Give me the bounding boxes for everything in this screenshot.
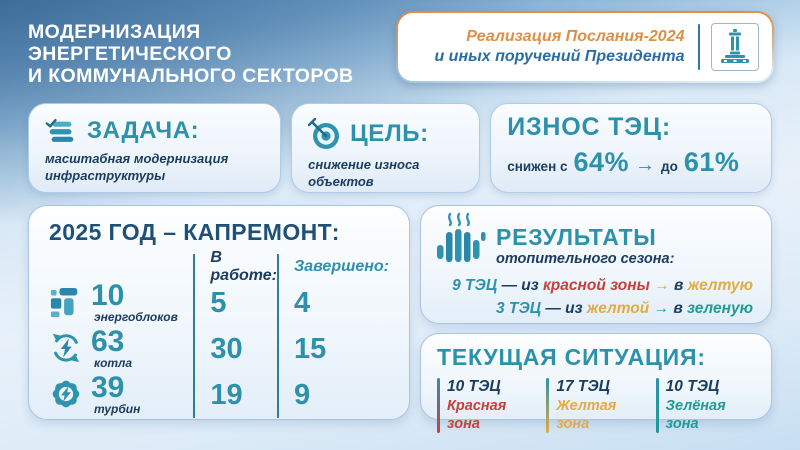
zone-to: желтую <box>687 277 753 294</box>
heating-results-card <box>420 205 772 324</box>
zone-transition-line <box>435 297 753 320</box>
done-header: Завершено: <box>293 258 389 275</box>
arrow-right-icon: → <box>654 277 670 294</box>
wear-prefix: снижен с <box>507 159 568 174</box>
line-mid: в <box>674 277 684 294</box>
repair-stats-column <box>49 254 193 418</box>
zone-from: желтой <box>586 300 650 318</box>
summary-row <box>28 103 772 193</box>
turbines-label: турбин <box>94 401 141 416</box>
task-subtitle: масштабная модернизация инфраструктуры <box>45 151 229 183</box>
wear-title: ИЗНОС ТЭЦ: <box>507 113 671 141</box>
zone-label: Желтая зона <box>556 397 617 432</box>
in-progress-value: 5 <box>210 286 227 319</box>
line-count: 3 ТЭЦ <box>495 300 542 318</box>
boilers-label: котла <box>94 355 133 370</box>
wear-from-value: 64% <box>573 147 630 177</box>
table-row <box>49 326 193 372</box>
president-program-badge <box>396 11 774 83</box>
energy-blocks-label: энергоблоков <box>94 309 178 324</box>
results-header <box>435 212 755 269</box>
goal-card <box>291 103 480 193</box>
results-lines <box>435 274 755 321</box>
wear-mid: до <box>661 159 678 174</box>
current-situation-title: ТЕКУЩАЯ СИТУАЦИЯ: <box>437 344 706 370</box>
zone-bar <box>546 378 549 433</box>
zone-label: Красная зона <box>447 397 507 432</box>
in-progress-value: 30 <box>210 332 243 365</box>
in-progress-value: 19 <box>210 378 243 411</box>
wear-stats <box>507 147 755 178</box>
boilers-count: 63 <box>91 325 125 358</box>
zone-count: 17 ТЭЦ <box>556 378 610 395</box>
repair-title: 2025 ГОД – КАПРЕМОНТ: <box>49 219 340 245</box>
in-progress-column <box>193 249 277 418</box>
government-building-icon <box>711 23 759 71</box>
page-title <box>28 21 354 88</box>
page-title-line: МОДЕРНИЗАЦИЯ <box>28 21 201 43</box>
badge-line-1: Реализация Послания-2024 <box>466 28 685 45</box>
in-progress-header: В работе: <box>210 249 277 284</box>
done-value: 15 <box>293 332 327 365</box>
badge-text <box>434 27 684 67</box>
zone-count: 10 ТЭЦ <box>447 378 501 395</box>
line-count: 9 ТЭЦ <box>452 277 498 294</box>
line-dash: — из <box>501 277 539 294</box>
arrow-right-icon: → <box>653 300 670 318</box>
table-row <box>49 280 193 326</box>
repair-2025-card <box>28 205 410 420</box>
arrow-right-icon: → <box>635 154 656 176</box>
zone-items <box>437 378 755 433</box>
zone-bar <box>656 378 659 433</box>
turbines-count: 39 <box>91 371 125 404</box>
done-column <box>277 254 389 418</box>
goal-subtitle: снижение износа объектов <box>308 157 420 189</box>
radiator-steam-icon <box>435 212 487 269</box>
wear-to-value: 61% <box>683 147 740 177</box>
list-item <box>656 378 755 433</box>
page-title-line: ЭНЕРГЕТИЧЕСКОГО <box>28 43 232 66</box>
line-mid: в <box>673 300 683 318</box>
list-item <box>546 378 645 433</box>
zone-to: зеленую <box>687 300 753 318</box>
list-item <box>437 378 536 433</box>
energy-blocks-count: 10 <box>91 279 125 312</box>
results-subtitle: отопительного сезона: <box>496 251 675 267</box>
zone-count: 10 ТЭЦ <box>665 378 720 395</box>
repair-table <box>49 249 389 418</box>
zone-from: красной зоны <box>542 277 650 294</box>
goal-title: ЦЕЛЬ: <box>350 119 429 147</box>
blocks-grid-icon <box>49 282 83 321</box>
zone-bar <box>437 378 440 433</box>
done-value: 9 <box>293 378 311 411</box>
badge-line-2: и иных поручений Президента <box>434 48 685 65</box>
current-situation-card <box>420 333 772 432</box>
done-value: 4 <box>293 286 311 319</box>
task-title: ЗАДАЧА: <box>87 116 200 144</box>
results-title: РЕЗУЛЬТАТЫ <box>496 224 657 250</box>
page-title-line: И КОММУНАЛЬНОГО СЕКТОРОВ <box>28 65 354 88</box>
task-card <box>28 103 281 193</box>
badge-divider <box>698 24 701 70</box>
zone-label: Зелёная зона <box>665 397 726 432</box>
zone-transition-line <box>435 274 753 297</box>
checklist-icon <box>45 115 79 146</box>
line-dash: — из <box>545 300 583 318</box>
table-row <box>49 372 193 418</box>
target-icon <box>308 115 342 152</box>
wear-card <box>490 103 772 193</box>
recycle-bolt-icon <box>49 328 83 365</box>
gear-bolt-icon <box>49 374 83 411</box>
